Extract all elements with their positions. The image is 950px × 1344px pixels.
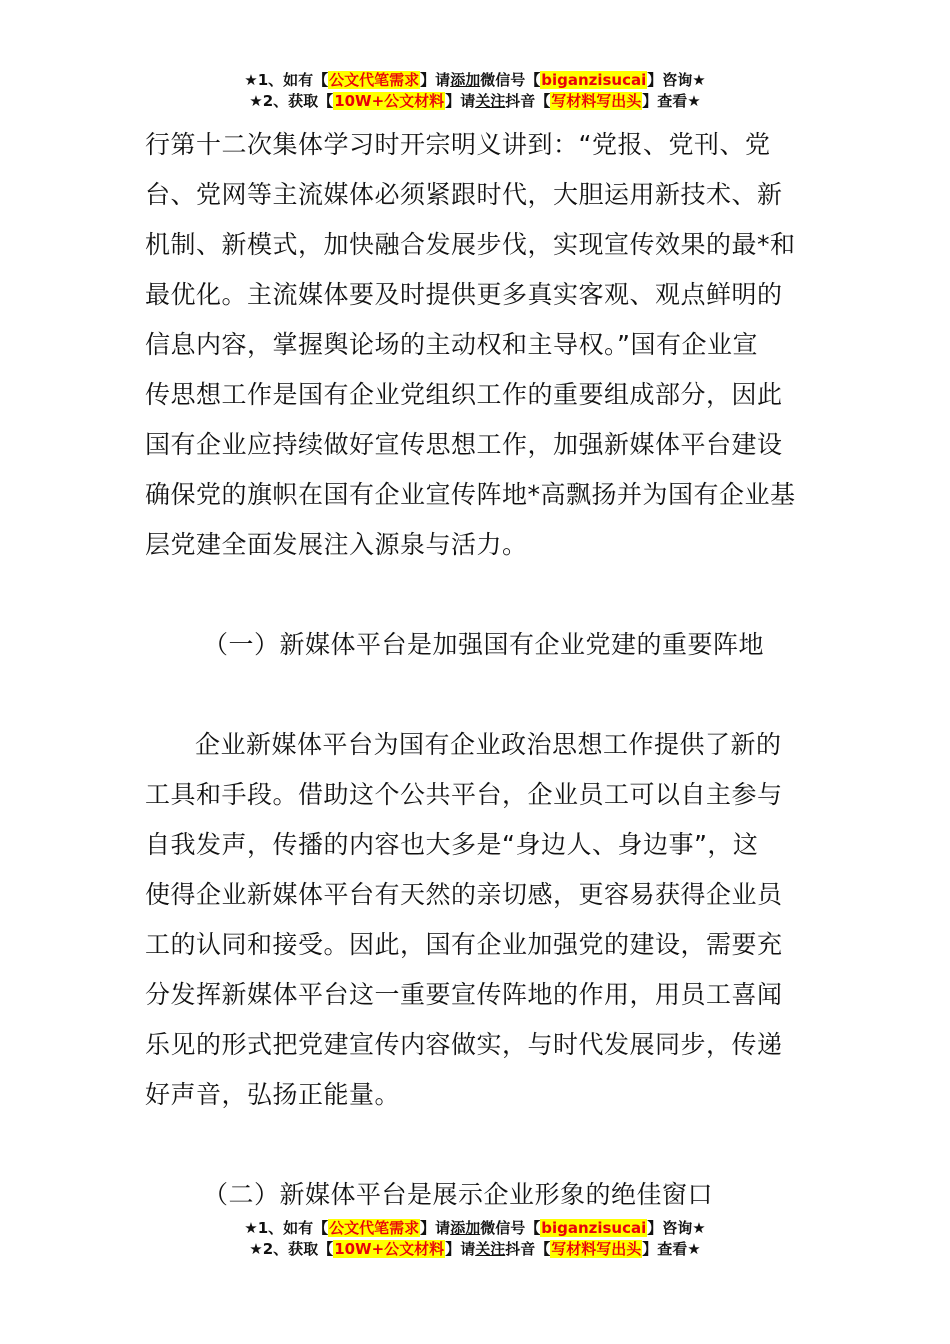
- text-line: 台、党网等主流媒体必须紧跟时代，大胆运用新技术、新: [145, 180, 783, 209]
- promo-line-1: ★1、如有【公文代笔需求】请添加微信号【biganzisucai】咨询★: [244, 1219, 706, 1237]
- promo-line-2: ★2、获取【10W+公文材料】请关注抖音【写材料写出头】查看★: [249, 92, 701, 110]
- text-line: 企业新媒体平台为国有企业政治思想工作提供了新的: [195, 730, 782, 759]
- highlight-douyin: 写材料写出头: [551, 1240, 642, 1258]
- text-line: 分发挥新媒体平台这一重要宣传阵地的作用，用员工喜闻: [145, 980, 783, 1009]
- section-heading-1: （一）新媒体平台是加强国有企业党建的重要阵地: [203, 630, 765, 659]
- text-line: 工具和手段。借助这个公共平台，企业员工可以自主参与: [145, 780, 783, 809]
- text-line: 机制、新模式，加快融合发展步伐，实现宣传效果的最*和: [145, 230, 796, 259]
- text-line: 使得企业新媒体平台有天然的亲切感，更容易获得企业员: [145, 880, 783, 909]
- paragraph-1: [145, 120, 810, 570]
- highlight-service: 公文代笔需求: [329, 1219, 420, 1237]
- text-line: 层党建全面发展注入源泉与活力。: [145, 530, 528, 559]
- document-body: [145, 120, 810, 1220]
- highlight-wechat-id: biganzisucai: [541, 71, 647, 89]
- highlight-materials: 10W+公文材料: [334, 1240, 445, 1258]
- promo-line-1: ★1、如有【公文代笔需求】请添加微信号【biganzisucai】咨询★: [244, 71, 706, 89]
- text-line: 乐见的形式把党建宣传内容做实，与时代发展同步，传递: [145, 1030, 783, 1059]
- paragraph-2: [145, 720, 810, 1120]
- section-heading-2: （二）新媒体平台是展示企业形象的绝佳窗口: [203, 1180, 714, 1209]
- promo-line-2: ★2、获取【10W+公文材料】请关注抖音【写材料写出头】查看★: [249, 1240, 701, 1258]
- highlight-service: 公文代笔需求: [329, 71, 420, 89]
- bottom-promo-banner: [0, 1218, 950, 1260]
- text-line: 信息内容，掌握舆论场的主动权和主导权。”国有企业宣: [145, 330, 758, 359]
- top-promo-banner: [0, 70, 950, 112]
- text-line: 工的认同和接受。因此，国有企业加强党的建设，需要充: [145, 930, 783, 959]
- text-line: 好声音，弘扬正能量。: [145, 1080, 401, 1109]
- text-line: 行第十二次集体学习时开宗明义讲到：“党报、党刊、党: [145, 130, 771, 159]
- highlight-douyin: 写材料写出头: [551, 92, 642, 110]
- text-line: 确保党的旗帜在国有企业宣传阵地*高飘扬并为国有企业基: [145, 480, 796, 509]
- text-line: 自我发声，传播的内容也大多是“身边人、身边事”，这: [145, 830, 759, 859]
- highlight-materials: 10W+公文材料: [334, 92, 445, 110]
- text-line: 传思想工作是国有企业党组织工作的重要组成部分，因此: [145, 380, 783, 409]
- text-line: 国有企业应持续做好宣传思想工作，加强新媒体平台建设: [145, 430, 783, 459]
- highlight-wechat-id: biganzisucai: [541, 1219, 647, 1237]
- text-line: 最优化。主流媒体要及时提供更多真实客观、观点鲜明的: [145, 280, 783, 309]
